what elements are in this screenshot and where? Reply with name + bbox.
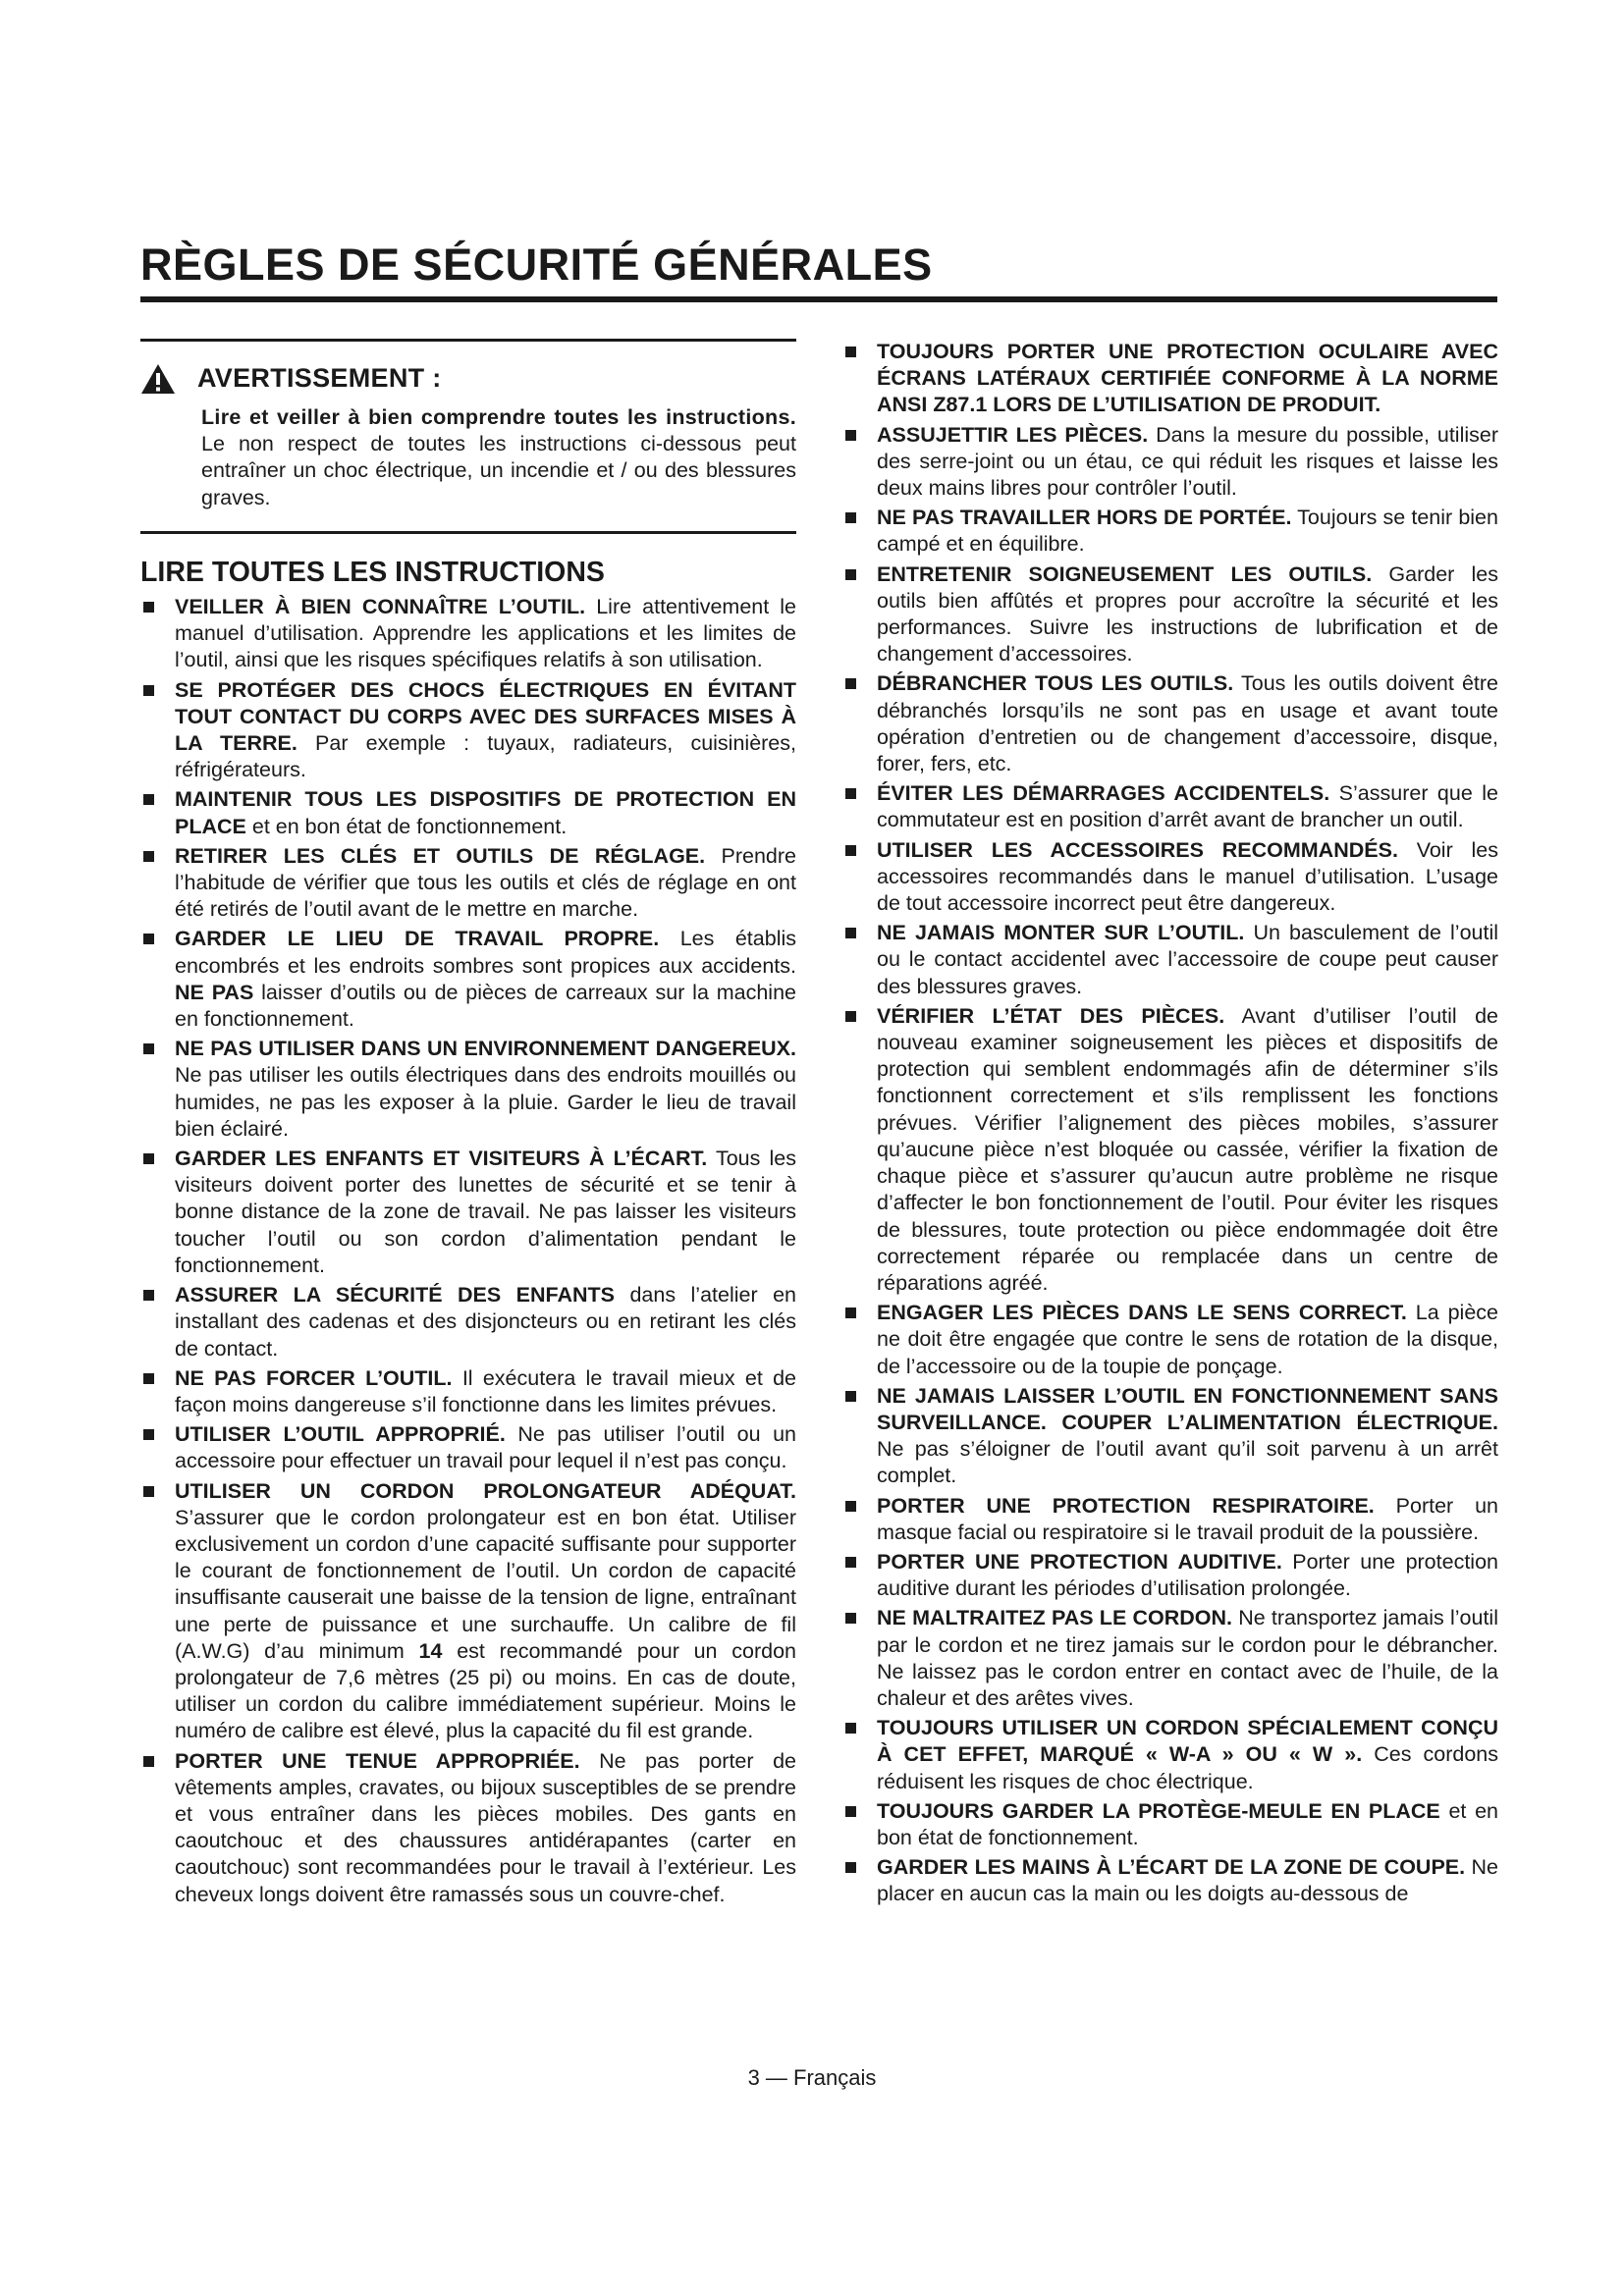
rule-item (842, 1854, 1498, 1907)
rule-lead: NE JAMAIS LAISSER L’OUTIL EN FONCTIONNEMENT SANS SURVEILLANCE. COUPER L’ALIMENTATION ÉLECTRIQUE. (877, 1383, 1498, 1434)
rule-lead-2: 14 (418, 1638, 443, 1663)
rule-text: dans l’atelier en installant des cadenas et des disjoncteurs ou en retirant les clés de contact. (175, 1283, 796, 1361)
rule-lead: PORTER UNE PROTECTION RESPIRATOIRE. (877, 1493, 1375, 1518)
rule-text: Garder les outils bien affûtés et propres pour accroître la sécurité et les performances. Suivre les instructions de lubrification et de changement d’accessoires. (877, 561, 1498, 667)
rule-item (842, 505, 1498, 558)
rule-item (842, 422, 1498, 503)
rule-item (140, 926, 796, 1033)
rule-text: Par exemple : tuyaux, radiateurs, cuisinières, réfrigérateurs. (175, 731, 796, 782)
rule-text: Ne pas utiliser l’outil ou un accessoire pour effectuer un travail pour lequel il n’est pas conçu. (175, 1422, 796, 1473)
rule-lead: NE PAS TRAVAILLER HORS DE PORTÉE. (877, 506, 1292, 530)
rule-item (842, 837, 1498, 918)
rule-text-2: est recommandé pour un cordon prolongateur de 7,6 mètres (25 pi) ou moins. En cas de doute, utiliser un cordon du calibre immédiatement supérieur. Moins le numéro de calibre est élevé, plus la capacité du fil est grande. (175, 1638, 796, 1743)
rule-text: La pièce ne doit être engagée que contre le sens de rotation de la disque, de l’accessoire ou de la toupie de ponçage. (877, 1301, 1498, 1378)
rule-text: et en bon état de fonctionnement. (877, 1798, 1498, 1849)
rule-lead: VEILLER À BIEN CONNAÎTRE L’OUTIL. (175, 595, 586, 619)
rule-item (140, 1748, 796, 1908)
rule-text: Ne pas porter de vêtements amples, cravates, ou bijoux susceptibles de se prendre et vous entraîner dans les pièces mobiles. Des gants en caoutchouc et des chaussures antidérapantes (carter en caoutchouc) sont recommandées pour le travail à l’extérieur. Les cheveux longs doivent être ramassés sous un couvre-chef. (175, 1748, 796, 1906)
rule-lead: PORTER UNE TENUE APPROPRIÉE. (175, 1748, 580, 1773)
warning-lead: Lire et veiller à bien comprendre toutes les instructions. (201, 405, 796, 429)
rule-lead: NE MALTRAITEZ PAS LE CORDON. (877, 1606, 1233, 1630)
rule-lead: NE PAS FORCER L’OUTIL. (175, 1365, 453, 1390)
rule-text: Ne placer en aucun cas la main ou les doigts au-dessous de (877, 1855, 1498, 1906)
rule-text: Prendre l’habitude de vérifier que tous les outils et clés de réglage en ont été retirés de l’outil avant de le mettre en marche. (175, 843, 796, 922)
rule-text: S’assurer que le commutateur est en position d’arrêt avant de brancher un outil. (877, 781, 1498, 832)
rule-item (842, 1300, 1498, 1380)
rule-text: Voir les accessoires recommandés dans le manuel d’utilisation. L’usage de tout accessoire incorrect peut être dangereux. (877, 837, 1498, 916)
warning-body: Le non respect de toutes les instructions ci-dessous peut entraîner un choc électrique, un incendie et / ou des blessures graves. (201, 432, 796, 509)
rule-lead: GARDER LE LIEU DE TRAVAIL PROPRE. (175, 927, 660, 951)
rule-text: Dans la mesure du possible, utiliser des serre-joint ou un étau, ce qui réduit les risques et laisse les deux mains libres pour contrôler l’outil. (877, 422, 1498, 501)
rule-item (842, 1383, 1498, 1490)
rule-item (842, 1003, 1498, 1297)
rule-text: Il exécutera le travail mieux et de façon moins dangereuse s’il fonctionne dans les limites prévues. (175, 1365, 796, 1416)
rule-text: Les établis encombrés et les endroits sombres sont propices aux accidents. (175, 927, 796, 978)
rule-lead: PORTER UNE PROTECTION AUDITIVE. (877, 1549, 1282, 1574)
rule-lead: ÉVITER LES DÉMARRAGES ACCIDENTELS. (877, 781, 1330, 806)
rule-lead: TOUJOURS UTILISER UN CORDON SPÉCIALEMENT CONÇU À CET EFFET, MARQUÉ « W-A » OU « W ». (877, 1716, 1498, 1767)
rule-text: Lire attentivement le manuel d’utilisation. Apprendre les applications et les limites de l’outil, ainsi que les risques spécifiques relatifs à son utilisation. (175, 595, 797, 672)
rules-list-right (842, 339, 1498, 1908)
rule-item (140, 1146, 796, 1279)
rule-lead: UTILISER L’OUTIL APPROPRIÉ. (175, 1422, 506, 1447)
rule-item (842, 1493, 1498, 1546)
rule-text: Toujours se tenir bien campé et en équilibre. (877, 506, 1498, 557)
rule-lead: GARDER LES MAINS À L’ÉCART DE LA ZONE DE COUPE. (877, 1855, 1466, 1880)
warning-bottom-rule (140, 531, 796, 534)
rule-item (842, 780, 1498, 833)
rule-text: Avant d’utiliser l’outil de nouveau examiner soigneusement les pièces et dispositifs de protection qui semblent endommagés afin de déterminer s’ils fonctionnent correctement et s’ils remplissent les fonctions prévues. Vérifier l’alignement des pièces mobiles, s’assurer qu’aucune pièce n’est bloquée ou cassée, vérifier la fixation de chaque pièce et s’assurer qu’aucun autre problème ne risque d’affecter le bon fonctionnement de l’outil. Pour éviter les risques de blessures, toute protection ou pièce endommagée doit être correctement réparée ou remplacée dans un centre de réparations agréé. (877, 1003, 1499, 1295)
right-column (842, 339, 1498, 1911)
warning-text (201, 404, 796, 511)
rule-lead: VÉRIFIER L’ÉTAT DES PIÈCES. (877, 1003, 1225, 1028)
rule-text: Un basculement de l’outil ou le contact accidentel avec l’accessoire de coupe peut causer des blessures graves. (877, 921, 1499, 998)
rule-text: Porter un masque facial ou respiratoire si le travail produit de la poussière. (877, 1493, 1498, 1544)
rule-lead: DÉBRANCHER TOUS LES OUTILS. (877, 671, 1234, 696)
rule-text: Tous les outils doivent être débranchés lorsqu’ils ne sont pas en usage et avant toute opération d’entretien ou de changement d’accessoire, disque, forer, fers, etc. (877, 671, 1498, 776)
rule-lead: ASSUJETTIR LES PIÈCES. (877, 422, 1149, 447)
rule-lead: TOUJOURS GARDER LA PROTÈGE-MEULE EN PLACE (877, 1798, 1440, 1823)
rule-item (842, 670, 1498, 777)
rule-lead: TOUJOURS PORTER UNE PROTECTION OCULAIRE AVEC ÉCRANS LATÉRAUX CERTIFIÉE CONFORME À LA NORME ANSI Z87.1 LORS DE L’UTILISATION DE PRODUIT. (877, 340, 1498, 417)
rule-item (842, 1605, 1498, 1712)
rule-text: et en bon état de fonctionnement. (251, 814, 568, 838)
rule-lead: ENGAGER LES PIÈCES DANS LE SENS CORRECT. (877, 1301, 1407, 1325)
rule-item (140, 594, 796, 674)
rule-lead: SE PROTÉGER DES CHOCS ÉLECTRIQUES EN ÉVITANT TOUT CONTACT DU CORPS AVEC DES SURFACES MISES À LA TERRE. (175, 677, 796, 756)
rule-text: Tous les visiteurs doivent porter des lunettes de sécurité et se tenir à bonne distance de la zone de travail. Ne pas laisser les visiteurs toucher l’outil ou son cordon d’alimentation pendant le fonctionnement. (175, 1147, 796, 1277)
rule-item (842, 1715, 1498, 1795)
rule-text-2: laisser d’outils ou de pièces de carreaux sur la machine en fonctionnement. (175, 980, 796, 1032)
warning-top-rule (140, 339, 796, 342)
left-column (140, 339, 796, 1911)
rule-item (842, 339, 1498, 419)
rule-text: Porter une protection auditive durant les périodes d’utilisation prolongée. (877, 1549, 1498, 1601)
warning-box (140, 363, 796, 511)
rule-lead-2: NE PAS (175, 980, 254, 1004)
rule-lead: NE JAMAIS MONTER SUR L’OUTIL. (877, 921, 1245, 945)
rule-item (842, 561, 1498, 668)
rule-lead: NE PAS UTILISER DANS UN ENVIRONNEMENT DANGEREUX. (175, 1037, 796, 1061)
page-title: RÈGLES DE SÉCURITÉ GÉNÉRALES (140, 240, 933, 290)
rule-lead: ASSURER LA SÉCURITÉ DES ENFANTS (175, 1283, 616, 1308)
rule-lead: ENTRETENIR SOIGNEUSEMENT LES OUTILS. (877, 561, 1373, 586)
rule-item (842, 1798, 1498, 1851)
rule-item (140, 1478, 796, 1745)
rule-text: Ne pas utiliser les outils électriques dans des endroits mouillés ou humides, ne pas les exposer à la pluie. Garder le lieu de travail bien éclairé. (175, 1063, 796, 1141)
page-footer: 3 — Français (747, 2065, 877, 2090)
rule-item (140, 1421, 796, 1474)
rule-item (140, 1036, 796, 1143)
rule-text: Ne transportez jamais l’outil par le cordon et ne tirez jamais sur le cordon pour le débrancher. Ne laissez pas le cordon entrer en contact avec de l’huile, de la chaleur et des arêtes vives. (877, 1606, 1498, 1710)
rule-lead: GARDER LES ENFANTS ET VISITEURS À L’ÉCART. (175, 1147, 708, 1171)
rule-lead: UTILISER UN CORDON PROLONGATEUR ADÉQUAT. (175, 1478, 796, 1503)
rule-item (140, 1365, 796, 1418)
rule-item (140, 1282, 796, 1362)
rule-lead: UTILISER LES ACCESSOIRES RECOMMANDÉS. (877, 837, 1398, 862)
rule-text: Ne pas s’éloigner de l’outil avant qu’il soit parvenu à un arrêt complet. (877, 1437, 1498, 1488)
rule-text: Ces cordons réduisent les risques de choc électrique. (877, 1742, 1498, 1793)
section-heading: LIRE TOUTES LES INSTRUCTIONS (140, 556, 605, 588)
title-rule (140, 296, 1497, 302)
rule-item (842, 920, 1498, 1000)
warning-triangle-icon (140, 363, 176, 395)
rule-item (140, 786, 796, 839)
rule-lead: MAINTENIR TOUS LES DISPOSITIFS DE PROTECTION EN PLACE (175, 787, 796, 838)
rule-item (140, 677, 796, 784)
warning-title: AVERTISSEMENT : (197, 363, 442, 394)
rule-lead: RETIRER LES CLÉS ET OUTILS DE RÉGLAGE. (175, 843, 706, 868)
rule-item (842, 1549, 1498, 1602)
rule-item (140, 843, 796, 924)
rule-text: S’assurer que le cordon prolongateur est en bon état. Utiliser exclusivement un cordon d’une capacité suffisante pour supporter le courant de fonctionnement de l’outil. Un cordon de capacité insuffisante causerait une baisse de la tension de ligne, entraînant une perte de puissance et une surchauffe. Un calibre de fil (A.W.G) d’au minimum (175, 1505, 796, 1663)
warning-header (140, 363, 796, 395)
rules-list-left (140, 594, 796, 1908)
